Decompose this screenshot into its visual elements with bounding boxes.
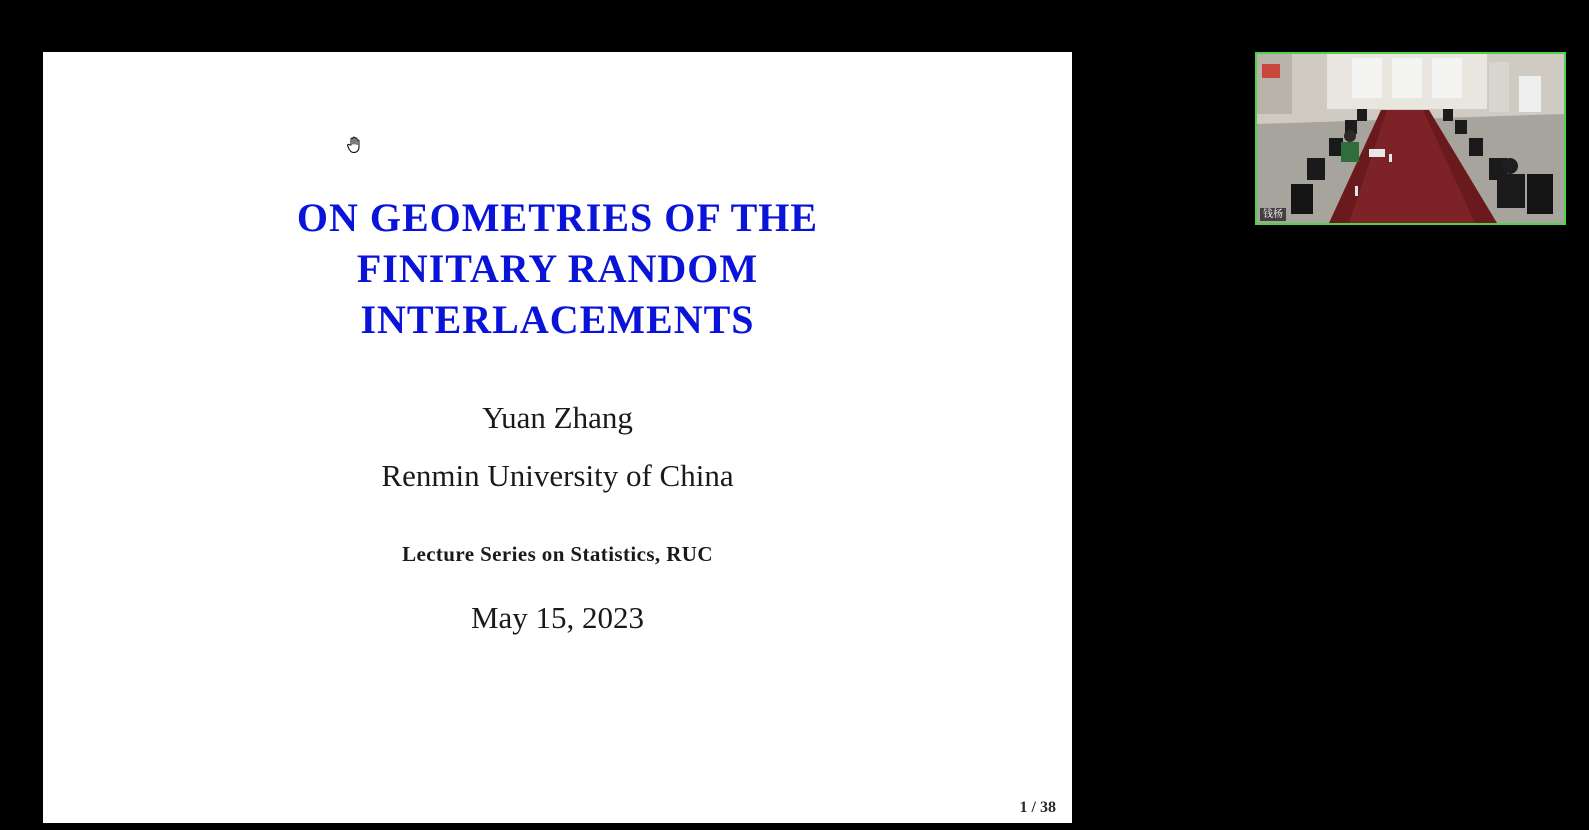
slide-title-line: ON GEOMETRIES OF THE [296,195,819,240]
shared-slide [43,52,1072,823]
participant-video-tile[interactable] [1255,52,1566,225]
slide-author: Yuan Zhang [482,400,633,435]
hand-pointer-icon [345,136,363,154]
slide-title-line: INTERLACEMENTS [360,297,755,342]
participant-name-label: 钱杨 [1260,208,1286,221]
slide-title-line: FINITARY RANDOM [356,246,759,291]
slide-event: Lecture Series on Statistics, RUC [402,542,713,566]
slide-page-indicator: 1 / 38 [1019,799,1056,816]
slide-date: May 15, 2023 [470,600,645,635]
slide-title [43,192,1072,345]
slide-institute: Renmin University of China [381,458,734,493]
video-feed-image [1257,54,1564,223]
